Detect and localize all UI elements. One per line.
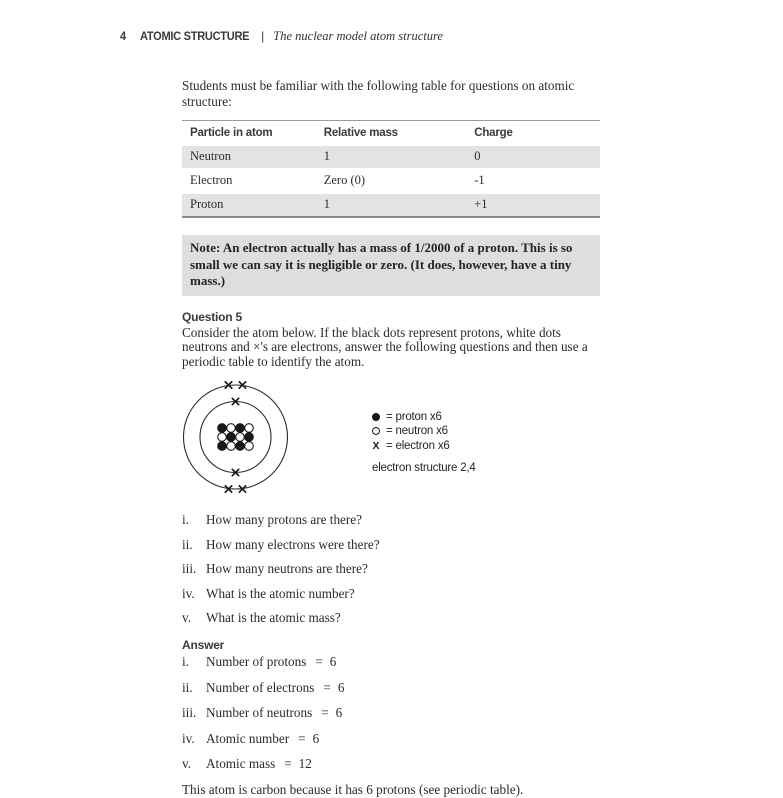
cell-particle: Proton: [190, 197, 224, 211]
header-separator: |: [261, 29, 265, 43]
legend-proton-label: = proton x6: [386, 410, 442, 423]
legend-neutron-label: = neutron x6: [386, 425, 448, 438]
question-heading: Question 5: [182, 309, 243, 324]
item-text: How many neutrons are there?: [206, 561, 368, 577]
diagram-section: [182, 379, 600, 495]
item-numeral: v.: [182, 756, 192, 772]
item-text: How many electrons were there?: [206, 536, 380, 552]
column-header-particle: Particle in atom: [190, 127, 273, 139]
question-item: [182, 610, 600, 626]
item-numeral: iii.: [182, 561, 197, 577]
legend-proton: [372, 409, 476, 424]
item-numeral: v.: [182, 610, 192, 626]
answer-value: 12: [298, 756, 312, 772]
cell-mass: 1: [323, 149, 330, 163]
cell-charge: +1: [474, 197, 488, 211]
intro-paragraph: Students must be familiar with the following table for questions on atomic structure:: [182, 78, 575, 109]
equals-sign: =: [315, 654, 323, 670]
answer-item: [182, 680, 600, 696]
answer-item: [182, 654, 600, 670]
question-item: [182, 537, 600, 553]
answer-value: 6: [329, 654, 337, 670]
nucleus: [218, 424, 254, 451]
answer-label: Number of protons: [206, 654, 307, 670]
main-content: [182, 78, 600, 798]
atom-diagram: [183, 379, 296, 495]
question-text: Consider the atom below. If the black dots represent protons, white dots neutrons and ×'s are electrons, answer the following questions and then use a periodic table to identify the atom.: [182, 324, 588, 369]
legend-electron: [372, 438, 476, 453]
item-text: What is the atomic number?: [206, 585, 355, 601]
particle-table: [182, 120, 600, 218]
answer-item: [182, 705, 600, 721]
electron-icon: X: [372, 439, 380, 452]
equals-sign: =: [323, 679, 331, 695]
legend-neutron: [372, 424, 476, 439]
answer-value: 6: [335, 705, 343, 721]
cell-mass: Zero (0): [323, 173, 366, 187]
answer-value: 6: [312, 730, 320, 746]
item-numeral: i.: [182, 512, 189, 528]
chapter-title: ATOMIC STRUCTURE: [140, 29, 250, 43]
column-header-charge: Charge: [474, 127, 513, 139]
question-list: [182, 512, 600, 626]
item-numeral: ii.: [182, 536, 193, 552]
electron-structure-label: electron structure 2,4: [372, 461, 476, 474]
cell-particle: Neutron: [190, 149, 231, 163]
answer-heading: Answer: [182, 638, 225, 653]
proton-icon: [372, 413, 380, 421]
item-numeral: iv.: [182, 730, 195, 746]
section-subtitle: The nuclear model atom structure: [273, 29, 443, 43]
cell-mass: 1: [323, 197, 330, 211]
table-header-row: [182, 121, 600, 146]
cell-charge: 0: [474, 149, 481, 163]
answer-item: [182, 731, 600, 747]
item-text: How many protons are there?: [206, 512, 362, 528]
table-row: [182, 145, 600, 169]
answer-label: Number of electrons: [206, 679, 315, 695]
equals-sign: =: [298, 730, 306, 746]
answer-list: [182, 654, 600, 772]
item-numeral: iv.: [182, 585, 195, 601]
item-numeral: ii.: [182, 679, 193, 695]
column-header-mass: Relative mass: [323, 127, 398, 139]
diagram-legend: [372, 409, 476, 474]
legend-electron-label: = electron x6: [386, 439, 450, 452]
item-text: What is the atomic mass?: [206, 610, 341, 626]
page-number: 4: [120, 29, 126, 43]
item-numeral: iii.: [182, 705, 197, 721]
equals-sign: =: [321, 705, 329, 721]
question-item: [182, 561, 600, 577]
answer-value: 6: [337, 679, 345, 695]
page-header: [120, 29, 443, 44]
answer-item: [182, 756, 600, 772]
neutron-icon: [372, 427, 380, 435]
equals-sign: =: [284, 756, 292, 772]
answer-label: Atomic number: [206, 730, 290, 746]
cell-particle: Electron: [190, 173, 233, 187]
answer-label: Number of neutrons: [206, 705, 313, 721]
note-box: Note: An electron actually has a mass of 1/2000 of a proton. This is so small we can say it is negligible or zero. (It does, however, have a tiny mass.): [182, 235, 600, 296]
question-item: [182, 586, 600, 602]
conclusion-text: This atom is carbon because it has 6 protons (see periodic table).: [182, 781, 524, 797]
answer-label: Atomic mass: [206, 756, 276, 772]
item-numeral: i.: [182, 654, 189, 670]
table-row: [182, 169, 600, 193]
cell-charge: -1: [474, 173, 485, 187]
question-item: [182, 512, 600, 528]
table-row: [182, 193, 600, 217]
